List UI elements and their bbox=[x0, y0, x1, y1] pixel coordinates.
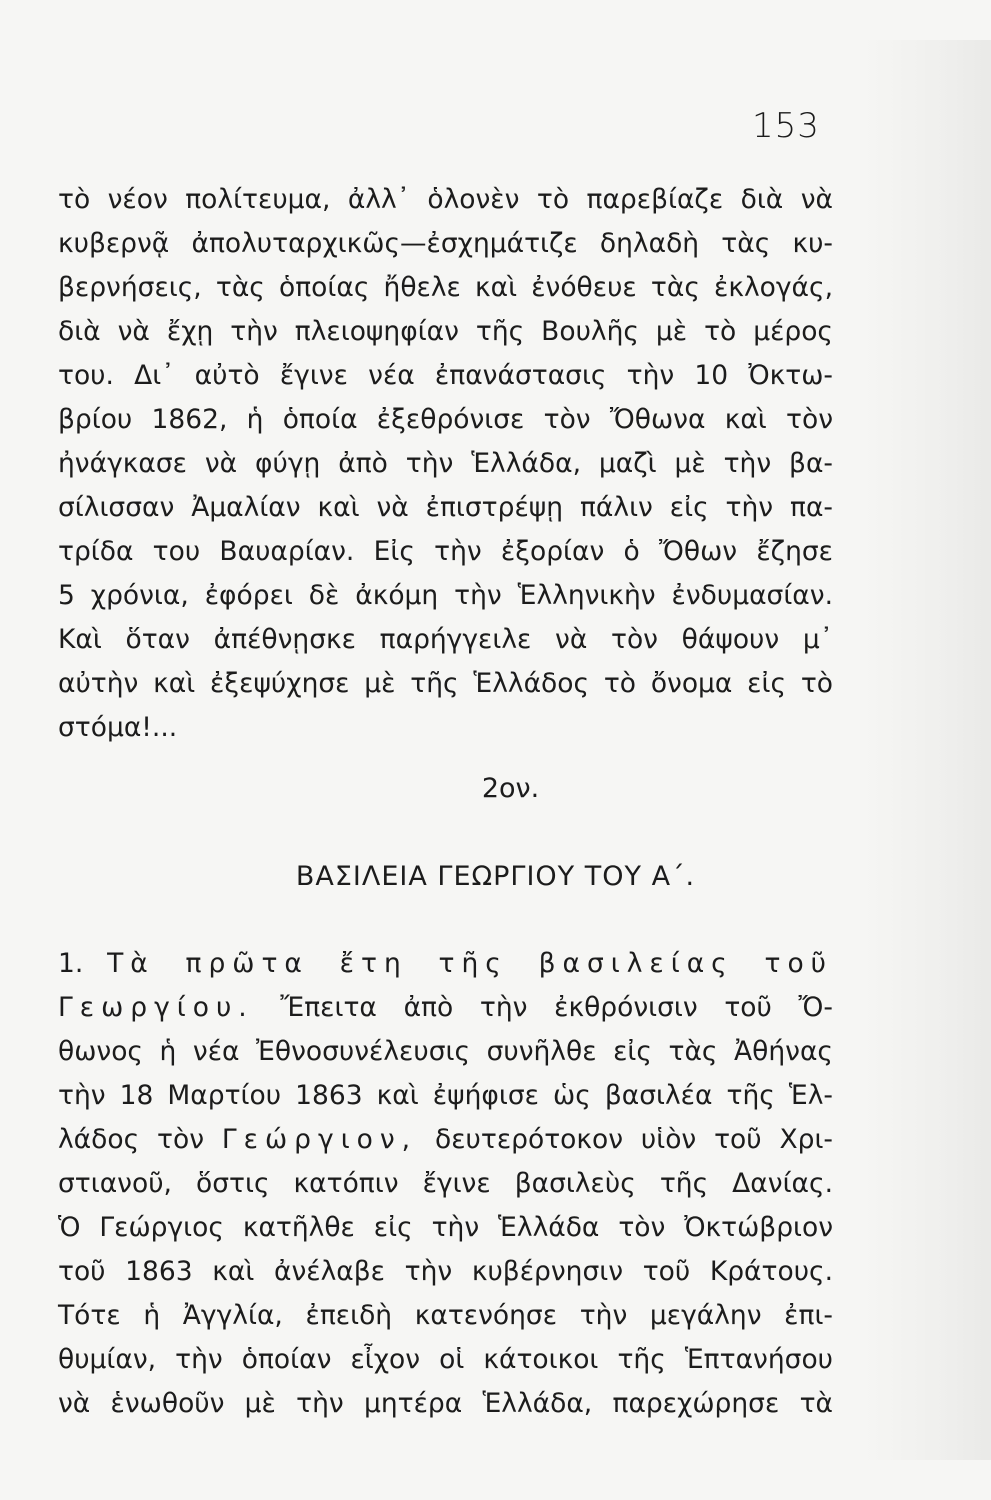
text-line bbox=[58, 986, 833, 1030]
section-number: 2ον. bbox=[481, 773, 540, 804]
text-line: στόμα!... bbox=[58, 712, 178, 743]
text-span: δευτερότοκον υἱὸν τοῦ Χρι- bbox=[435, 1124, 833, 1155]
text-line: νὰ ἑνωθοῦν μὲ τὴν μητέρα Ἑλλάδα, παρεχώρησε τὰ bbox=[58, 1388, 833, 1419]
text-span: λάδος τὸν bbox=[58, 1124, 204, 1155]
text-line bbox=[58, 1118, 833, 1162]
text-line: διὰ νὰ ἔχῃ τὴν πλειοψηφίαν τῆς Βουλῆς μὲ τὸ μέρος bbox=[58, 316, 833, 347]
text-line bbox=[58, 942, 833, 986]
text-line: βρίου 1862, ἡ ὁποία ἐξεθρόνισε τὸν Ὄθωνα καὶ τὸν bbox=[58, 404, 833, 435]
text-line: Ὁ Γεώργιος κατῆλθε εἰς τὴν Ἑλλάδα τὸν Ὀκτώβριον bbox=[58, 1212, 833, 1243]
section-item-number: 1. bbox=[58, 948, 84, 979]
spaced-subheading: Τὰ πρῶτα ἔτη τῆς βασιλείας τοῦ bbox=[107, 948, 833, 979]
text-line: ἠνάγκασε νὰ φύγῃ ἀπὸ τὴν Ἑλλάδα, μαζὶ μὲ τὴν βα- bbox=[58, 448, 833, 479]
text-line: κυβερνᾷ ἀπολυταρχικῶς—ἐσχημάτιζε δηλαδὴ τὰς κυ- bbox=[58, 228, 833, 259]
spaced-name: Γεώργιον, bbox=[221, 1124, 418, 1155]
text-line: τὸ νέον πολίτευμα, ἀλλ᾽ ὁλονὲν τὸ παρεβίαζε διὰ νὰ bbox=[58, 184, 833, 215]
spaced-subheading-end: Γεωργίου. bbox=[58, 992, 254, 1023]
text-line: σίλισσαν Ἀμαλίαν καὶ νὰ ἐπιστρέψῃ πάλιν εἰς τὴν πα- bbox=[58, 492, 833, 523]
text-line: θωνος ἡ νέα Ἐθνοσυνέλευσις συνῆλθε εἰς τὰς Ἀθήνας bbox=[58, 1036, 833, 1067]
page-number: 153 bbox=[752, 106, 820, 146]
text-line: τὴν 18 Μαρτίου 1863 καὶ ἐψήφισε ὡς βασιλέα τῆς Ἑλ- bbox=[58, 1080, 833, 1111]
text-line: του. Δι᾽ αὐτὸ ἔγινε νέα ἐπανάστασις τὴν 10 Ὀκτω- bbox=[58, 360, 833, 391]
text-line: αὐτὴν καὶ ἐξεψύχησε μὲ τῆς Ἑλλάδος τὸ ὄνομα εἰς τὸ bbox=[58, 668, 833, 699]
text-line: Τότε ἡ Ἀγγλία, ἐπειδὴ κατενόησε τὴν μεγάλην ἐπι- bbox=[58, 1300, 833, 1331]
text-line: θυμίαν, τὴν ὁποίαν εἶχον οἱ κάτοικοι τῆς Ἑπτανήσου bbox=[58, 1344, 833, 1375]
text-line: Καὶ ὅταν ἀπέθνῃσκε παρήγγειλε νὰ τὸν θάψουν μ᾽ bbox=[58, 624, 833, 655]
section-title: ΒΑΣΙΛΕΙΑ ΓΕΩΡΓΙΟΥ ΤΟΥ Α΄. bbox=[295, 861, 696, 892]
text-span: Ἔπειτα ἀπὸ τὴν ἐκθρόνισιν τοῦ Ὄ- bbox=[280, 992, 833, 1023]
text-line: 5 χρόνια, ἐφόρει δὲ ἀκόμη τὴν Ἑλληνικὴν ἐνδυμασίαν. bbox=[58, 580, 833, 611]
show-through-shadow bbox=[861, 40, 991, 1460]
text-line: τρίδα του Βαυαρίαν. Εἰς τὴν ἐξορίαν ὁ Ὄθων ἔζησε bbox=[58, 536, 833, 567]
text-line: βερνήσεις, τὰς ὁποίας ἤθελε καὶ ἐνόθευε τὰς ἐκλογάς, bbox=[58, 272, 833, 303]
text-line: στιανοῦ, ὅστις κατόπιν ἔγινε βασιλεὺς τῆς Δανίας. bbox=[58, 1168, 833, 1199]
text-line: τοῦ 1863 καὶ ἀνέλαβε τὴν κυβέρνησιν τοῦ Κράτους. bbox=[58, 1256, 833, 1287]
